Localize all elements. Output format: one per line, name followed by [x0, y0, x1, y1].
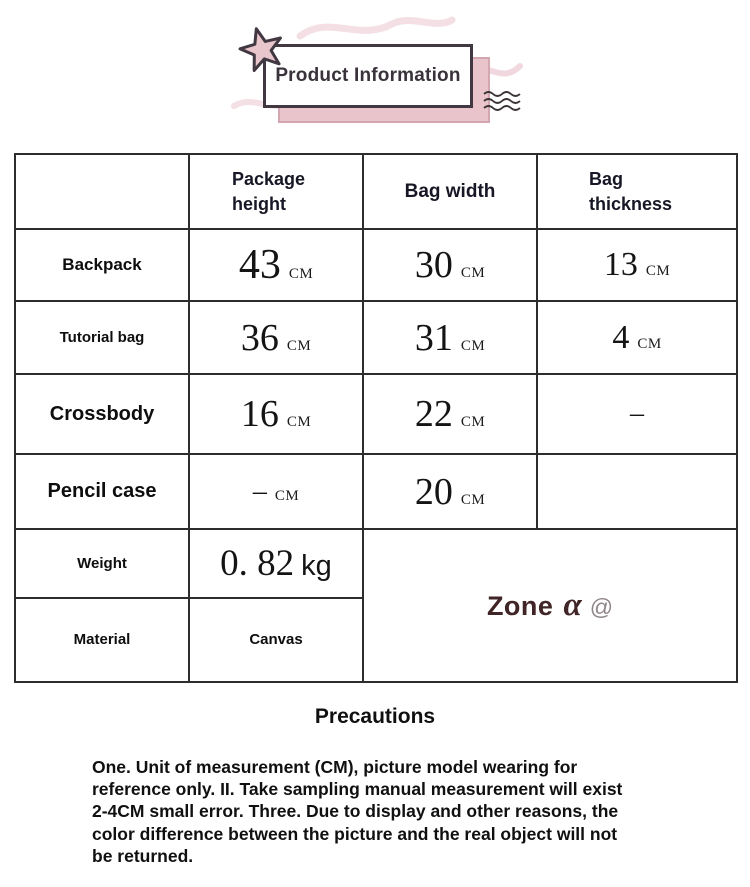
table-row-tutorial-bag — [15, 301, 737, 374]
col-header-bag-thickness: Bag thickness — [537, 154, 737, 229]
precautions-body: One. Unit of measurement (CM), picture model wearing for reference only. II. Take sampling manual measurement will exist 2-4CM small error. Three. Due to display and other reasons, the color difference between the picture and the real object will not be returned. — [92, 757, 623, 866]
cell-backpack-thickness: 13 CM — [537, 229, 737, 301]
cell-pencil-thickness — [537, 454, 737, 529]
cell-weight-value: 0. 82 kg — [189, 529, 363, 598]
title-box — [263, 44, 473, 108]
cell-crossbody-width: 22 CM — [363, 374, 537, 454]
header-banner — [0, 0, 750, 153]
cell-tutorial-height: 36 CM — [189, 301, 363, 374]
table-row-weight — [15, 529, 737, 598]
cell-crossbody-height: 16 CM — [189, 374, 363, 454]
page-title: Product Information — [275, 65, 461, 86]
cell-backpack-width: 30 CM — [363, 229, 537, 301]
table-header-row — [15, 154, 737, 229]
zone-merged-cell: Zone α @ — [363, 529, 737, 682]
row-label-weight: Weight — [15, 529, 189, 598]
row-label-tutorial-bag: Tutorial bag — [15, 301, 189, 374]
cell-tutorial-thickness: 4 CM — [537, 301, 737, 374]
col-header-bag-width: Bag width — [363, 154, 537, 229]
star-icon — [234, 20, 292, 80]
row-label-pencil-case: Pencil case — [15, 454, 189, 529]
precautions-title: Precautions — [314, 705, 436, 728]
row-label-crossbody: Crossbody — [15, 374, 189, 454]
table-row-backpack — [15, 229, 737, 301]
row-label-material: Material — [15, 598, 189, 682]
cell-crossbody-thickness: – — [537, 374, 737, 454]
col-header-empty — [15, 154, 189, 229]
cell-tutorial-width: 31 CM — [363, 301, 537, 374]
cell-material-value: Canvas — [189, 598, 363, 682]
row-label-backpack: Backpack — [15, 229, 189, 301]
cell-backpack-height: 43 CM — [189, 229, 363, 301]
cell-pencil-height: – CM — [189, 454, 363, 529]
cell-pencil-width: 20 CM — [363, 454, 537, 529]
col-header-package-height: Package height — [189, 154, 363, 229]
table-row-crossbody — [15, 374, 737, 454]
table-row-pencil-case — [15, 454, 737, 529]
product-spec-table — [14, 153, 738, 683]
wave-lines-icon — [483, 90, 523, 114]
